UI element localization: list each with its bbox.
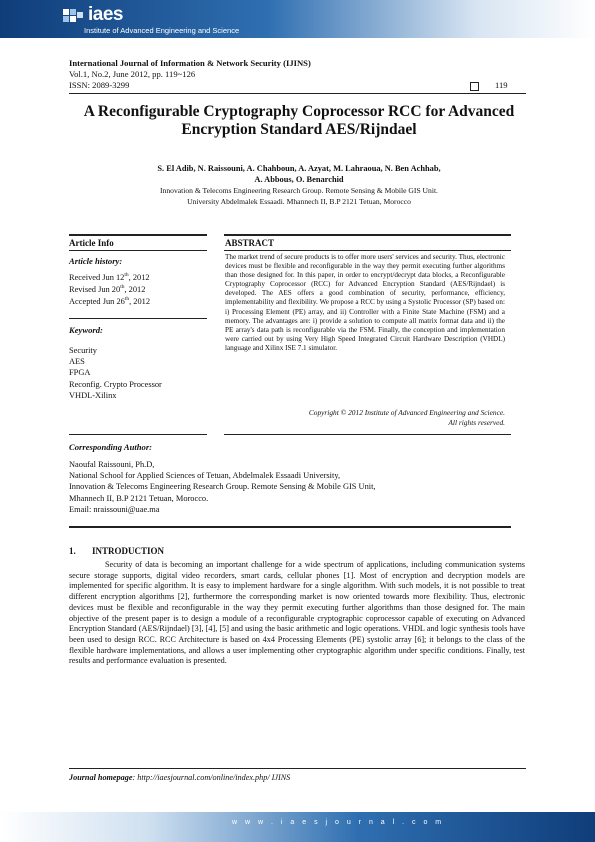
article-info-top-rule xyxy=(69,234,207,236)
paper-affiliation xyxy=(60,185,538,207)
footer-site-url[interactable]: w w w . i a e s j o u r n a l . c o m xyxy=(232,819,445,826)
revised-date xyxy=(69,284,145,295)
accepted-sup: th xyxy=(124,296,130,303)
accepted-prefix: Accepted Jun 26 xyxy=(69,297,125,306)
page-number: 119 xyxy=(495,80,508,90)
homepage-label: Journal homepage xyxy=(69,773,133,782)
corresponding-line: Innovation & Telecoms Engineering Research Group. Remote Sensing & Mobile GIS Unit, xyxy=(69,482,376,492)
article-info-rule xyxy=(69,250,207,251)
paper-title xyxy=(60,103,538,139)
keyword-item: AES xyxy=(69,357,85,367)
paper-title-line: A Reconfigurable Cryptography Coprocessor RCC for Advanced xyxy=(83,103,515,120)
received-sup: th xyxy=(124,272,129,279)
keyword-item: Security xyxy=(69,346,97,355)
abstract-rule xyxy=(224,250,511,251)
history-rule xyxy=(69,318,207,319)
intro-text: Security of data is becoming an important challenge for a wide spectrum of applications, including communication systems secure storage supports, digital video recorders, smart cards, cellular phones [1]. Most of encryption and decryption models are implemented for specific algorithm. It is easy to implement hardware for a single algorithm. With such models, it is not possible to treat different encryption algorithms [2], furthermore the corresponding market is now oriented towards more flexibility. Thus, electronic devices must be flexible and reconfigurable in the way they permit executing further algorithms than those designed for. The main objective of the present paper is to design a module of a reconfigurable cryptographic coprocessor capable of executing on Advanced Encryption Standard (AES/Rijndael) [3], [4], [5] and using the basic arithmetic and logic operations. VHDL and logic synthesis tools have been used to design RCC. RCC Architecture is based on 4x4 Processing Elements (PE) systolic array [6]; it belongs to the class of the flexible hardware implementations, and allows a user implementing other cryptographic algorithm under specific conditions. Finally, test results and performance evaluation is presented. xyxy=(69,560,525,666)
journal-issn: ISSN: 2089-3299 xyxy=(69,80,130,90)
article-info-heading: Article Info xyxy=(69,238,114,248)
corresponding-bottom-rule xyxy=(69,526,511,528)
header-rule xyxy=(69,93,526,94)
abstract-bottom-rule xyxy=(224,434,511,435)
info-bottom-rule xyxy=(69,434,207,435)
revised-sup: th xyxy=(120,284,125,291)
article-history-heading: Article history: xyxy=(69,256,123,266)
copyright-notice xyxy=(225,408,505,428)
copyright-line: All rights reserved. xyxy=(448,418,505,427)
corresponding-line: National School for Applied Sciences of Tetuan, Abdelmalek Essaadi University, xyxy=(69,471,341,481)
square-icon xyxy=(470,82,479,91)
authors-line: A. Abbous, O. Benarchid xyxy=(254,175,344,184)
revised-suffix: , 2012 xyxy=(124,285,146,294)
copyright-line: Copyright © 2012 Institute of Advanced Engineering and Science. xyxy=(308,408,505,417)
paper-title-line: Encryption Standard AES/Rijndael xyxy=(181,121,417,138)
abstract-text: The market trend of secure products is to offer more users' services and security. Thus, electronic devices must be flexible and reconfigurable in the way they permit executing further algorithms than those designed for. In this paper, in order to encrypt/decrypt data blocks, a Reconfigurable Cryptography Coprocessor (RCC) for Advanced Encryption Standard (AES/Rijndael) is developed. The AES offers a good combination of security, performance, efficiency, implementability and flexibility. We propose a RCC by using a Systolic Processor (SP) based on: i) Processing Element (PE) array, and ii) Controller with a Finite State Machine (FSM) and a memory. The advantages are: i) provide a solution to compute all matrix format data and ii) the PE array's data path is reconfigurable via the FSM. Finally, the conception and implementation were carried out by using Very High Speed Integrated Circuit Hardware Description (VHDL) language and Xilinx ISE 7.1 simulator. xyxy=(225,253,505,352)
intro-number: 1. xyxy=(69,546,76,556)
corresponding-heading: Corresponding Author: xyxy=(69,442,153,452)
institute-name: Institute of Advanced Engineering and Science xyxy=(84,26,240,35)
footer-banner xyxy=(0,812,595,842)
intro-paragraph xyxy=(69,560,525,667)
abstract-heading: ABSTRACT xyxy=(225,238,275,248)
keyword-item: Reconfig. Crypto Processor xyxy=(69,379,162,389)
footer-rule xyxy=(69,768,526,769)
received-suffix: , 2012 xyxy=(128,273,150,282)
corresponding-details xyxy=(69,459,376,515)
header-banner xyxy=(0,0,595,38)
revised-prefix: Revised Jun 20 xyxy=(69,285,121,294)
intro-heading: INTRODUCTION xyxy=(92,546,165,556)
keyword-heading: Keyword: xyxy=(69,325,103,335)
keyword-list xyxy=(69,345,162,401)
journal-name: International Journal of Information & Network Security (IJINS) xyxy=(69,58,311,68)
affiliation-line: University Abdelmalek Essaadi. Mhannech II, B.P 2121 Tetuan, Morocco xyxy=(187,197,411,206)
iaes-logo-icon xyxy=(63,9,85,25)
corresponding-line: Mhannech II, B.P 2121 Tetuan, Morocco. xyxy=(69,493,209,503)
keyword-item: VHDL-Xilinx xyxy=(69,390,117,400)
received-prefix: Received Jun 12 xyxy=(69,273,125,282)
authors-line: S. El Adib, N. Raissouni, A. Chahboun, A. Azyat, M. Lahraoua, N. Ben Achhab, xyxy=(157,164,441,173)
homepage-url[interactable]: : http://iaesjournal.com/online/index.php/ IJINS xyxy=(132,773,291,782)
journal-homepage xyxy=(69,773,290,782)
accepted-date xyxy=(69,296,150,307)
abstract-top-rule xyxy=(224,234,511,236)
received-date xyxy=(69,272,150,283)
accepted-suffix: , 2012 xyxy=(129,297,151,306)
corresponding-line: Email: nraissouni@uae.ma xyxy=(69,504,160,514)
journal-volume: Vol.1, No.2, June 2012, pp. 119~126 xyxy=(69,69,196,79)
iaes-logo-text: iaes xyxy=(88,4,123,25)
corresponding-line: Naoufal Raissouni, Ph.D, xyxy=(69,460,155,469)
affiliation-line: Innovation & Telecoms Engineering Research Group. Remote Sensing & Mobile GIS Unit. xyxy=(160,186,438,195)
paper-authors xyxy=(60,163,538,185)
keyword-item: FPGA xyxy=(69,368,91,378)
